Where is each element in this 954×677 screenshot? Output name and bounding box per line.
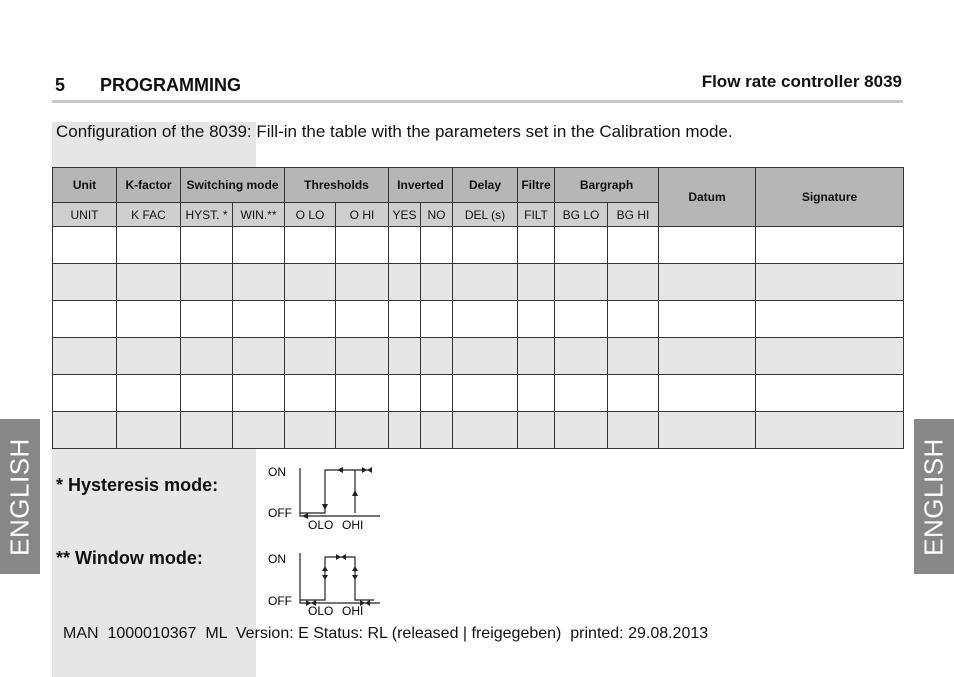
table-cell [117,227,181,264]
col-group-inverted: Inverted [389,168,453,203]
col-filt: FILT [518,203,555,227]
configuration-table [52,167,904,449]
table-cell [233,227,285,264]
arrow-up-icon [352,490,358,496]
table-cell [389,227,421,264]
table-cell [756,375,904,412]
double-arrow-icon [336,554,346,560]
table-cell [659,412,756,449]
table-cell [389,301,421,338]
off-label: OFF [268,594,292,608]
table-row [53,264,904,301]
configuration-table-wrap [52,167,904,449]
table-cell [53,264,117,301]
col-unit: UNIT [53,203,117,227]
table-row [53,227,904,264]
table-cell [389,338,421,375]
col-bglo: BG LO [555,203,608,227]
ohi-label: OHI [342,518,364,532]
hysteresis-trace-rising [300,470,372,513]
table-cell [53,338,117,375]
table-cell [53,301,117,338]
table-cell [518,264,555,301]
table-cell [285,301,336,338]
table-cell [756,338,904,375]
col-group-kfactor: K-factor [117,168,181,203]
off-label: OFF [268,506,292,520]
table-cell [421,264,453,301]
col-win: WIN.** [233,203,285,227]
table-cell [233,375,285,412]
table-cell [659,264,756,301]
section-number: 5 [55,75,66,95]
col-del: DEL (s) [453,203,518,227]
table-cell [608,264,659,301]
table-cell [453,375,518,412]
language-tab-left [0,419,40,574]
table-header-row [53,168,904,203]
table-row [53,375,904,412]
window-trace [300,557,374,600]
table-cell [756,264,904,301]
table-body [53,227,904,449]
table-cell [756,301,904,338]
table-cell [233,338,285,375]
table-cell [117,264,181,301]
table-cell [336,375,389,412]
table-cell [659,227,756,264]
table-row [53,412,904,449]
col-group-bargraph: Bargraph [555,168,659,203]
language-tab-label: ENGLISH [918,437,949,556]
col-group-switching-mode: Switching mode [181,168,285,203]
table-cell [181,412,233,449]
col-group-unit: Unit [53,168,117,203]
col-datum: Datum [659,168,756,227]
table-cell [756,412,904,449]
table-cell [181,375,233,412]
table-cell [608,412,659,449]
table-cell [53,227,117,264]
col-signature: Signature [756,168,904,227]
table-cell [285,338,336,375]
table-cell [233,412,285,449]
table-cell [453,264,518,301]
table-cell [181,301,233,338]
table-cell [117,412,181,449]
table-cell [421,412,453,449]
table-cell [421,375,453,412]
table-cell [453,227,518,264]
table-cell [608,375,659,412]
table-cell [518,338,555,375]
intro-text: Configuration of the 8039: Fill-in the table with the parameters set in the Calibration mode. [56,122,733,141]
table-cell [659,375,756,412]
table-cell [608,227,659,264]
table-cell [555,264,608,301]
col-yes: YES [389,203,421,227]
table-cell [336,412,389,449]
table-cell [336,338,389,375]
olo-label: OLO [308,604,334,618]
table-cell [518,375,555,412]
table-cell [285,227,336,264]
table-cell [659,338,756,375]
table-cell [53,375,117,412]
header-rule [52,100,903,103]
section-title: PROGRAMMING [100,75,241,95]
table-cell [555,375,608,412]
col-ohi: O HI [336,203,389,227]
table-cell [285,412,336,449]
ohi-label: OHI [342,604,364,618]
language-tab-right [914,419,954,574]
table-cell [608,301,659,338]
col-group-thresholds: Thresholds [285,168,389,203]
table-cell [518,412,555,449]
language-tab-label: ENGLISH [4,437,35,556]
table-cell [389,375,421,412]
table-cell [555,301,608,338]
document-title: Flow rate controller 8039 [701,72,902,91]
col-kfac: K FAC [117,203,181,227]
table-cell [336,227,389,264]
on-label: ON [268,465,286,479]
table-cell [389,412,421,449]
table-cell [518,301,555,338]
double-arrow-icon [362,467,372,473]
hysteresis-diagram [262,462,392,532]
table-cell [336,264,389,301]
window-mode-label: ** Window mode: [56,548,203,568]
table-cell [53,412,117,449]
table-cell [181,227,233,264]
table-cell [181,338,233,375]
on-label: ON [268,552,286,566]
table-row [53,301,904,338]
table-cell [555,338,608,375]
table-cell [336,301,389,338]
table-cell [453,412,518,449]
table-cell [518,227,555,264]
table-cell [453,338,518,375]
table-cell [453,301,518,338]
hysteresis-mode-label: * Hysteresis mode: [56,475,219,495]
axis-lines [300,553,380,603]
table-cell [117,338,181,375]
document-footer: MAN 1000010367 ML Version: E Status: RL (released | freigegeben) printed: 29.08.2013 [63,625,709,642]
col-hyst: HYST. * [181,203,233,227]
col-no: NO [421,203,453,227]
arrow-down-icon [322,504,328,510]
table-cell [608,338,659,375]
table-cell [117,301,181,338]
col-olo: O LO [285,203,336,227]
table-cell [285,375,336,412]
table-cell [555,412,608,449]
table-cell [421,227,453,264]
table-cell [756,227,904,264]
table-cell [389,264,421,301]
table-cell [555,227,608,264]
table-cell [421,338,453,375]
table-cell [233,301,285,338]
table-cell [181,264,233,301]
table-cell [233,264,285,301]
table-cell [285,264,336,301]
window-diagram [262,549,392,619]
col-group-delay: Delay [453,168,518,203]
table-cell [421,301,453,338]
col-group-filtre: Filtre [518,168,555,203]
table-cell [659,301,756,338]
arrow-left-icon [337,467,343,473]
axis-lines [300,468,380,516]
col-bghi: BG HI [608,203,659,227]
table-row [53,338,904,375]
olo-label: OLO [308,518,334,532]
table-cell [117,375,181,412]
